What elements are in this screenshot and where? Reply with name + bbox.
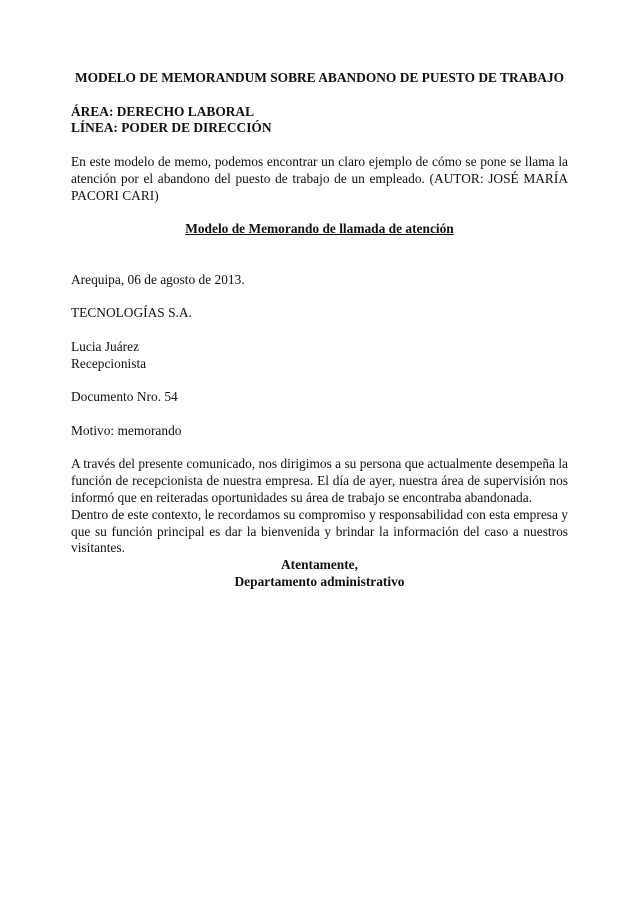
spacer: [71, 238, 568, 255]
motive-line: Motivo: memorando: [71, 422, 182, 438]
area-line: ÁREA: DERECHO LABORAL: [71, 103, 255, 119]
document-number: Documento Nro. 54: [71, 389, 178, 405]
date-line: Arequipa, 06 de agosto de 2013.: [71, 271, 245, 287]
recipient-role: Recepcionista: [71, 355, 147, 371]
memo-document: [71, 70, 568, 591]
signature-line: Departamento administrativo: [234, 573, 405, 589]
spacer: [71, 204, 568, 221]
spacer: [71, 87, 568, 104]
linea-line: LÍNEA: PODER DE DIRECCIÓN: [71, 120, 272, 136]
memo-subtitle: Modelo de Memorando de llamada de atención: [185, 221, 454, 237]
closing-line: Atentamente,: [281, 557, 358, 573]
spacer: [71, 322, 568, 339]
spacer: [71, 255, 568, 272]
spacer: [71, 372, 568, 389]
company-name: TECNOLOGÍAS S.A.: [71, 305, 192, 321]
spacer: [71, 288, 568, 305]
spacer: [71, 440, 568, 457]
spacer: [71, 406, 568, 423]
spacer: [71, 137, 568, 154]
intro-paragraph: En este modelo de memo, podemos encontrar un claro ejemplo de cómo se pone se llama la atención por el abandono del puesto de trabajo de un empleado. (AUTOR: JOSÉ MARÍA PACORI CARI): [71, 153, 568, 203]
body-paragraph-2: Dentro de este contexto, le recordamos su compromiso y responsabilidad con esta empresa y que su función principal es dar la bienvenida y brindar la información del caso a nuestros visitantes.: [71, 506, 568, 556]
document-title: MODELO DE MEMORANDUM SOBRE ABANDONO DE PUESTO DE TRABAJO: [74, 70, 565, 85]
recipient-name: Lucia Juárez: [71, 338, 140, 354]
body-paragraph-1: A través del presente comunicado, nos dirigimos a su persona que actualmente desempeña la función de recepcionista de nuestra empresa. El día de ayer, nuestra área de supervisión nos informó que en reiteradas oportunidades su área de trabajo se encontraba abandonada.: [71, 456, 568, 505]
